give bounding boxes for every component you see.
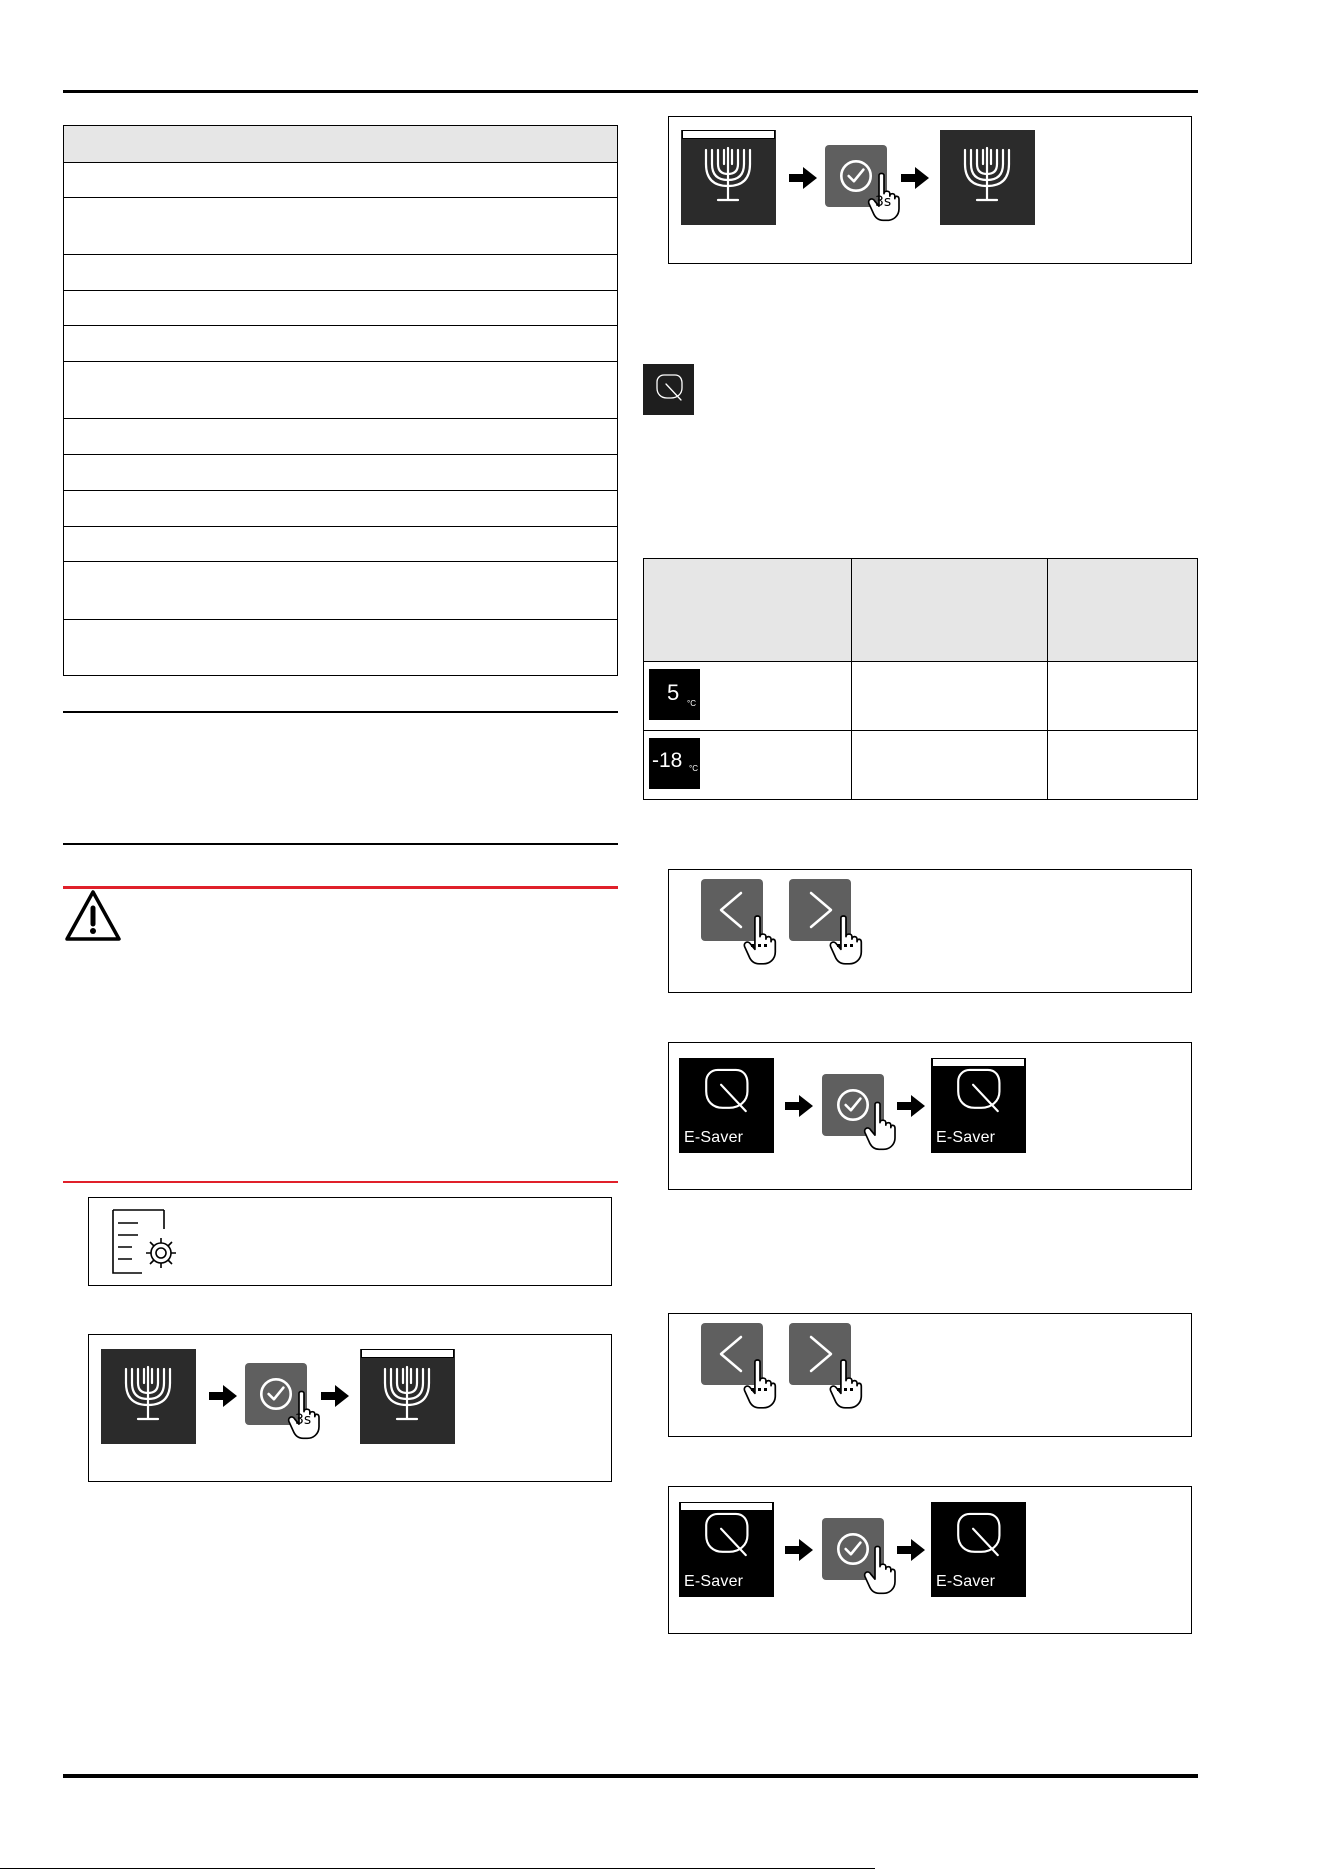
footer-rule <box>63 1774 1198 1778</box>
temperature-table <box>643 558 1198 800</box>
settings-table <box>63 125 618 676</box>
temperature-display-fridge <box>649 669 700 720</box>
table-row <box>64 197 617 198</box>
sabbath-panel-after <box>360 1349 455 1444</box>
navigation-box <box>668 869 1192 993</box>
e-saver-label: E-Saver <box>684 1573 744 1590</box>
e-saver-label: E-Saver <box>936 1129 996 1146</box>
sabbath-sequence-right <box>668 116 1192 264</box>
temperature-value: 5 <box>667 680 680 705</box>
temperature-display-freezer <box>649 738 700 789</box>
sabbath-panel-before <box>101 1349 196 1444</box>
table-col-divider <box>1047 559 1048 799</box>
table-row <box>64 162 617 163</box>
active-bar <box>680 1502 773 1511</box>
warning-triangle-icon <box>63 888 123 944</box>
active-bar <box>682 130 775 139</box>
touch-hand-icon <box>829 914 863 966</box>
sabbath-sequence-left <box>88 1334 612 1482</box>
sabbath-mode-icon <box>681 130 776 225</box>
sabbath-panel-after <box>940 130 1035 225</box>
arrow-right-icon <box>897 1095 925 1117</box>
section-rule <box>63 843 618 845</box>
table-row <box>64 254 617 255</box>
tap-dots <box>751 944 767 947</box>
tap-dots <box>837 1388 853 1391</box>
table-row <box>64 325 617 326</box>
e-saver-panel-before <box>679 1502 774 1597</box>
table-row <box>64 561 617 562</box>
e-saver-symbol <box>643 364 694 415</box>
e-saver-label: E-Saver <box>936 1573 996 1590</box>
hold-time-label: 3s <box>875 194 892 210</box>
sabbath-mode-icon <box>101 1349 196 1444</box>
e-saver-sequence-deactivate <box>668 1486 1192 1634</box>
e-saver-leaf-icon <box>643 364 694 415</box>
touch-hand-icon <box>863 1101 897 1151</box>
touch-hand-icon <box>287 1390 321 1440</box>
table-row <box>64 454 617 455</box>
warning-bottom-rule <box>63 1181 618 1183</box>
sabbath-mode-icon <box>360 1349 455 1444</box>
arrow-right-icon <box>897 1539 925 1561</box>
navigation-box <box>668 1313 1192 1437</box>
table-header <box>644 559 1197 661</box>
arrow-right-icon <box>785 1095 813 1117</box>
e-saver-panel-after <box>931 1058 1026 1153</box>
arrow-right-icon <box>321 1385 349 1407</box>
hold-time-label: 3s <box>295 1412 312 1428</box>
sabbath-panel-before <box>681 130 776 225</box>
table-row <box>64 418 617 419</box>
e-saver-label: E-Saver <box>684 1129 744 1146</box>
touch-hand-icon <box>743 914 777 966</box>
touch-hand-icon <box>863 1545 897 1595</box>
e-saver-panel-before <box>679 1058 774 1153</box>
e-saver-sequence-activate <box>668 1042 1192 1190</box>
table-row <box>64 526 617 527</box>
tap-dots <box>837 944 853 947</box>
arrow-right-icon <box>901 167 929 189</box>
warning-top-rule <box>63 886 618 889</box>
e-saver-panel-after <box>931 1502 1026 1597</box>
temperature-unit: °C <box>689 764 698 773</box>
table-row <box>64 361 617 362</box>
tap-dots <box>751 1388 767 1391</box>
page-edge-rule <box>0 1868 875 1869</box>
table-row <box>644 730 1197 731</box>
table-row <box>64 290 617 291</box>
touch-hand-icon <box>743 1358 777 1410</box>
arrow-right-icon <box>789 167 817 189</box>
sabbath-mode-icon <box>940 130 1035 225</box>
settings-document-icon <box>108 1207 188 1279</box>
touch-hand-icon <box>829 1358 863 1410</box>
table-header <box>64 126 617 162</box>
temperature-value: -18 <box>652 749 683 772</box>
header-rule <box>63 90 1198 93</box>
active-bar <box>361 1349 454 1358</box>
arrow-right-icon <box>209 1385 237 1407</box>
active-bar <box>932 1058 1025 1067</box>
temperature-unit: °C <box>687 699 696 708</box>
settings-document-box <box>88 1197 612 1286</box>
table-row <box>644 661 1197 662</box>
arrow-right-icon <box>785 1539 813 1561</box>
section-rule <box>63 711 618 713</box>
table-row <box>64 619 617 620</box>
table-row <box>64 490 617 491</box>
table-col-divider <box>851 559 852 799</box>
touch-hand-icon <box>867 172 901 222</box>
